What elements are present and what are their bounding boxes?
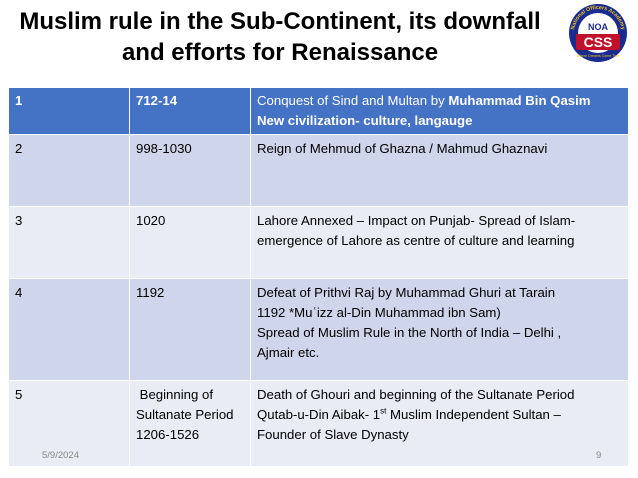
table-row (9, 207, 629, 279)
slide-title (0, 6, 560, 68)
slide-date: 5/9/2024 (42, 450, 79, 461)
cell-number: 4 (9, 279, 130, 381)
cell-description: Death of Ghouri and beginning of the Sultanate Period Qutab-u-Din Aibak- 1st Muslim Independent Sultan – Founder of Slave Dynasty (251, 381, 629, 467)
cell-year: 1020 (130, 207, 251, 279)
title-line-2: and efforts for Renaissance (121, 39, 439, 66)
table-row (9, 279, 629, 381)
cell-description: Lahore Annexed – Impact on Punjab- Spread of Islam- emergence of Lahore as centre of culture and learning (251, 207, 629, 279)
table-row (9, 381, 629, 467)
logo-bottom-text: Where Dreams Come True (576, 54, 620, 58)
cell-number: 3 (9, 207, 130, 279)
cell-description: Defeat of Prithvi Raj by Muhammad Ghuri at Tarain 1192 *Muʿizz al-Din Muhammad ibn Sam) Spread of Muslim Rule in the North of India – Delhi , Ajmair etc. (251, 279, 629, 381)
cell-year: 998-1030 (130, 135, 251, 207)
page-number: 9 (596, 450, 602, 461)
cell-number: 2 (9, 135, 130, 207)
logo-badge-text: CSS (583, 34, 613, 50)
table-row (9, 135, 629, 207)
table-row (9, 88, 629, 135)
cell-number: 5 (9, 381, 130, 467)
timeline-table (8, 87, 629, 467)
logo-mid-text: NOA (588, 22, 608, 32)
cell-number: 1 (9, 88, 130, 135)
cell-year: 712-14 (130, 88, 251, 135)
cell-year: Beginning of Sultanate Period 1206-1526 (130, 381, 251, 467)
cell-year: 1192 (130, 279, 251, 381)
academy-logo (562, 2, 634, 64)
logo-top-text: National Officers Academy (570, 4, 626, 31)
title-line-1: Muslim rule in the Sub-Continent, its downfall (19, 8, 541, 35)
cell-description: Reign of Mehmud of Ghazna / Mahmud Ghaznavi (251, 135, 629, 207)
cell-description: Conquest of Sind and Multan by Muhammad Bin Qasim New civilization- culture, langauge (251, 88, 629, 135)
